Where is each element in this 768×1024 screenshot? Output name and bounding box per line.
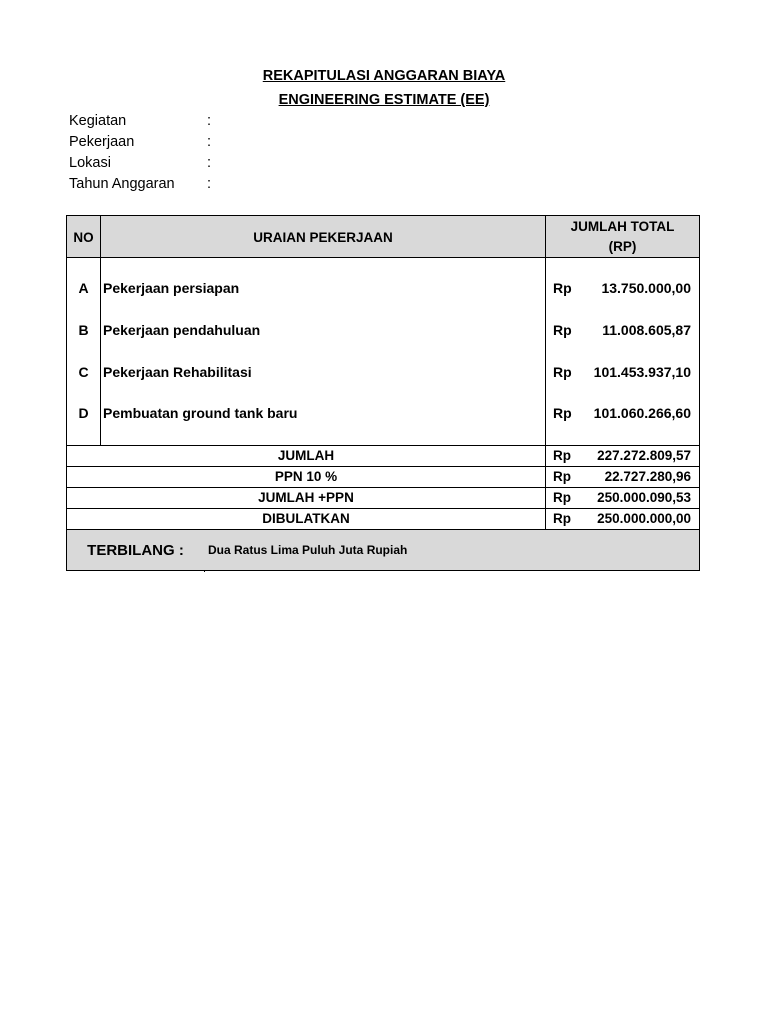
item-amount: 13.750.000,00: [601, 280, 691, 296]
info-label: Pekerjaan: [69, 134, 135, 150]
header-jumlah-line1: JUMLAH TOTAL: [570, 219, 675, 234]
info-label: Lokasi: [69, 155, 111, 171]
summary-row-dibulatkan: [67, 508, 699, 529]
terbilang-label: TERBILANG :: [87, 541, 184, 559]
info-row-pekerjaan: [69, 132, 269, 153]
item-no: C: [78, 364, 89, 380]
table-row: [67, 364, 699, 384]
info-row-lokasi: [69, 153, 269, 174]
document-title: REKAPITULASI ANGGARAN BIAYA: [262, 68, 506, 84]
summary-amount: 227.272.809,57: [597, 448, 691, 463]
table-row: [67, 322, 699, 342]
item-desc: Pekerjaan pendahuluan: [103, 322, 261, 338]
info-block: [69, 111, 269, 195]
item-desc: Pembuatan ground tank baru: [103, 405, 298, 421]
header-no: NO: [73, 229, 94, 245]
item-currency: Rp: [553, 364, 572, 380]
item-currency: Rp: [553, 322, 572, 338]
summary-amount: 250.000.000,00: [597, 511, 691, 526]
summary-row-jumlah: [67, 445, 699, 466]
summary-row-ppn: [67, 466, 699, 487]
info-colon: :: [207, 155, 212, 171]
item-currency: Rp: [553, 280, 572, 296]
table-row: [67, 280, 699, 300]
summary-label: JUMLAH +PPN: [258, 490, 354, 505]
summary-currency: Rp: [553, 511, 571, 526]
summary-currency: Rp: [553, 490, 571, 505]
document-subtitle: ENGINEERING ESTIMATE (EE): [278, 92, 490, 108]
info-colon: :: [207, 134, 212, 150]
summary-currency: Rp: [553, 469, 571, 484]
summary-label: DIBULATKAN: [262, 511, 350, 526]
summary-row-jumlah-ppn: [67, 487, 699, 508]
item-no: A: [78, 280, 89, 296]
summary-amount: 22.727.280,96: [604, 469, 691, 484]
info-row-tahun-anggaran: [69, 174, 269, 195]
item-desc: Pekerjaan persiapan: [103, 280, 240, 296]
terbilang-value: Dua Ratus Lima Puluh Juta Rupiah: [208, 543, 408, 557]
budget-table: [66, 215, 700, 571]
header-jumlah-total: [546, 216, 699, 258]
summary-label: JUMLAH: [277, 448, 335, 463]
item-no: B: [78, 322, 89, 338]
item-no: D: [78, 405, 89, 421]
info-colon: :: [207, 113, 212, 129]
info-label: Kegiatan: [69, 113, 127, 129]
info-colon: :: [207, 176, 212, 192]
summary-label: PPN 10 %: [274, 469, 338, 484]
item-desc: Pekerjaan Rehabilitasi: [103, 364, 252, 380]
header-uraian: URAIAN PEKERJAAN: [253, 229, 393, 245]
summary-currency: Rp: [553, 448, 571, 463]
item-amount: 11.008.605,87: [602, 322, 691, 338]
info-label: Tahun Anggaran: [69, 176, 175, 192]
item-amount: 101.060.266,60: [593, 405, 691, 421]
item-amount: 101.453.937,10: [593, 364, 691, 380]
info-row-kegiatan: [69, 111, 269, 132]
item-currency: Rp: [553, 405, 572, 421]
header-jumlah-line2: (RP): [608, 239, 637, 254]
table-row: [67, 405, 699, 425]
summary-amount: 250.000.090,53: [597, 490, 691, 505]
